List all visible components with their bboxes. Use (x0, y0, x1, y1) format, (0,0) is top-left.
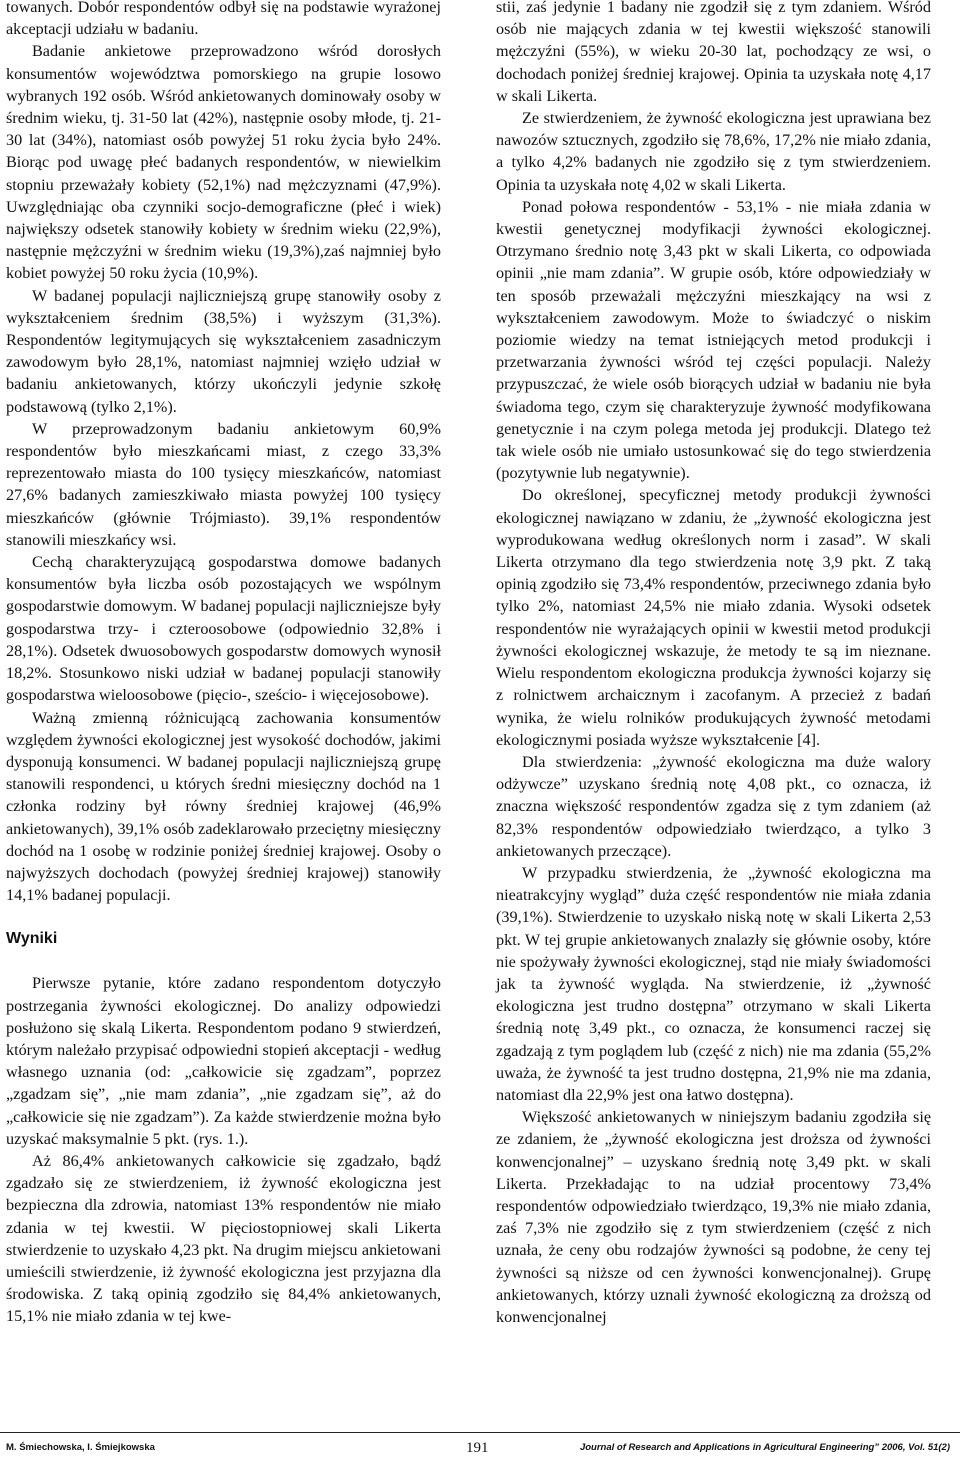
paragraph: towanych. Dobór respondentów odbył się na podstawie wyrażonej akceptacji udziału w badaniu. (6, 0, 441, 39)
paragraph: Ponad połowa respondentów - 53,1% - nie miała zdania w kwestii genetycznej modyfikacji żywności ekologicznej. Otrzymano średnio notę 3,43 pkt w skali Likerta, co odpowiada opinii „nie mam zdania”. W grupie osób, które odpowiedziały w ten sposób przeważali mężczyźni mieszkający na wsi z wykształceniem zawodowym. Może to świadczyć o niskim poziomie wiedzy na temat istniejących metod produkcji i przetwarzania żywności wśród tej części populacji. Należy przypuszczać, że wiele osób biorących udział w badaniu nie była świadoma tego, czym się charakteryzuje żywność modyfikowana genetycznie i na czym polega metoda jej produkcji. Dlatego też tak wiele osób nie umiało ustosunkować się do tego stwierdzenia (pozytywnie lub negatywnie). (496, 197, 931, 483)
paragraph: stii, zaś jedynie 1 badany nie zgodził się z tym zdaniem. Wśród osób nie mających zdania w tej kwestii większość stanowili mężczyźni (55%), w wieku 20-30 lat, pochodzący ze wsi, o dochodach poniżej średniej krajowej. Opinia ta uzyskała notę 4,17 w skali Likerta. (496, 0, 931, 105)
paragraph: Większość ankietowanych w niniejszym badaniu zgodziła się ze zdaniem, że „żywność ekologiczna jest droższa od żywności konwencjonalnej” – uzyskano średnią notę 3,49 pkt. w skali Likerta. Przekładając to na udział procentowy 73,4% respondentów odpowiedziało twierdząco, 19,3% nie miało zdania, zaś 7,3% nie zgodziło się z tym stwierdzeniem (część z nich uznała, że ceny obu rodzajów żywności są podobne, że ceny tej żywności są niższe od cen żywności konwencjonalnej). Grupę ankietowanych, którzy uznali żywność ekologiczną za droższą od konwencjonalnej (496, 1108, 931, 1326)
paragraph: Ważną zmienną różnicującą zachowania konsumentów względem żywności ekologicznej jest wysokość dochodów, jakimi dysponują konsumenci. W badanej populacji najliczniejszą grupę stanowili respondenci, u których średni miesięczny dochód na 1 członka rodziny był równy średniej krajowej (46,9% ankietowanych), 39,1% osób zadeklarowało przeciętny miesięczny dochód na 1 osobę w rodzinie poniżej średniej krajowej. Osoby o najwyższych dochodach (powyżej średniej krajowej) stanowiły 14,1% badanej populacji. (6, 708, 441, 905)
paragraph: Aż 86,4% ankietowanych całkowicie się zgadzało, bądź zgadzało się ze stwierdzeniem, iż żywność ekologiczna jest bezpieczna dla zdrowia, natomiast 13% respondentów nie miało zdania w tej kwestii. W pięciostopniowej skali Likerta stwierdzenie to uzyskało 4,23 pkt. Na drugim miejscu ankietowani umieścili stwierdzenie, iż żywność ekologiczna jest przyjazna dla środowiska. Z taką opinią zgodziło się 84,4% ankietowanych, 15,1% nie miało zdania w tej kwe- (6, 1151, 441, 1326)
paragraph: Cechą charakteryzującą gospodarstwa domowe badanych konsumentów była liczba osób pozostających we wspólnym gospodarstwie domowym. W badanej populacji najliczniejsze były gospodarstwa trzy- i czteroosobowe (odpowiednio 32,8% i 28,1%). Odsetek dwuosobowych gospodarstw domowych wynosił 18,2%. Stosunkowo niski udział w badanej populacji stanowiły gospodarstwa wieloosobowe (pięcio-, sześcio- i więcejosobowe). (6, 553, 441, 705)
paragraph: Dla stwierdzenia: „żywność ekologiczna ma duże walory odżywcze” uzyskano średnią notę 4,08 pkt., co oznacza, iż znaczna większość respondentów zgadza się z tym zdaniem (aż 82,3% respondentów odpowiedziało twierdząco, a tylko 3 ankietowanych przeczące). (496, 752, 931, 860)
page-number: 191 (466, 1440, 489, 1456)
section-heading: Wyniki (6, 930, 58, 948)
paragraph: W przeprowadzonym badaniu ankietowym 60,9% respondentów było mieszkańcami miast, z czego 33,3% reprezentowało miasta do 100 tysięcy mieszkańców, natomiast 27,6% badanych zamieszkiwało miasta powyżej 100 tysięcy mieszkańców (głównie Trójmiasto). 39,1% respondentów stanowili mieszkańcy wsi. (6, 419, 441, 549)
left-column (6, 0, 441, 1328)
paragraph: Do określonej, specyficznej metody produkcji żywności ekologicznej nawiązano w zdaniu, że „żywność ekologiczna jest wyprodukowana według określonych norm i zasad”. W skali Likerta otrzymano dla tego stwierdzenia notę 3,9 pkt. Z taką opinią zgodziło się 73,4% respondentów, przeciwnego zdania było tylko 2%, natomiast 24,5% nie miało zdania. Wysoki odsetek respondentów nie wyrażających opinii w kwestii metod produkcji żywności ekologicznej wskazuje, że metody te są im nieznane. Wielu respondentom ekologiczna produkcja żywności kojarzy się z rolnictwem archaicznym i zacofanym. A przecież z badań wynika, że wielu rolników produkujących żywność metodami ekologicznymi posiada wyższe wykształcenie [4]. (496, 486, 931, 749)
footer-divider (0, 1432, 960, 1433)
right-column (496, 0, 931, 1328)
paragraph: Badanie ankietowe przeprowadzono wśród dorosłych konsumentów województwa pomorskiego na grupie losowo wybranych 192 osób. Wśród ankietowanych dominowały osoby w średnim wieku, tj. 31-50 lat (42%), następnie osoby młode, tj. 21-30 lat (34%), natomiast osób powyżej 51 roku życia było 24%. Biorąc pod uwagę płeć badanych respondentów, w niewielkim stopniu przeważały kobiety (52,1%) nad mężczyznami (47,9%). Uwzględniając oba czynniki socjo-demograficzne (płeć i wiek) największy odsetek stanowiły kobiety w średnim wieku (22,9%), następnie mężczyźni w średnim wieku (19,3%),zaś najmniej było kobiet powyżej 50 roku życia (10,9%). (6, 42, 441, 283)
paragraph: Pierwsze pytanie, które zadano respondentom dotyczyło postrzegania żywności ekologicznej. Do analizy odpowiedzi posłużono się skalą Likerta. Respondentom podano 9 stwierdzeń, którym należało przypisać odpowiedni stopień akceptacji - według własnego uznania (od: „całkowicie się zgadzam”, poprzez „zgadzam się”, „nie mam zdania”, „nie zgadzam się”, aż do „całkowicie się nie zgadzam”). Za każde stwierdzenie można było uzyskać maksymalnie 5 pkt. (rys. 1.). (6, 974, 441, 1148)
paragraph: Ze stwierdzeniem, że żywność ekologiczna jest uprawiana bez nawozów sztucznych, zgodziło się 78,6%, 17,2% nie miało zdania, a tylko 4,2% badanych nie zgodziło się z tym stwierdzeniem. Opinia ta uzyskała notę 4,02 w skali Likerta. (496, 109, 931, 194)
footer-journal: Journal of Research and Applications in Agricultural Engineering” 2006, Vol. 51(2) (579, 1442, 950, 1453)
paragraph: W przypadku stwierdzenia, że „żywność ekologiczna ma nieatrakcyjny wygląd” duża część respondentów nie miała zdania (39,1%). Stwierdzenie to uzyskało niską notę w skali Likerta 2,53 pkt. W tej grupie ankietowanych znalazły się głównie osoby, które nie spożywały żywności ekologicznej, stąd nie miały świadomości jak ta żywność wygląda. Na stwierdzenie, iż „żywność ekologiczna jest trudno dostępna” otrzymano w skali Likerta średnią notę 3,49 pkt., co oznacza, że konsumenci raczej się zgadzają z tym poglądem lub (część z nich) nie ma zdania (55,2% uważa, że żywność ta jest trudno dostępna, 21,9% nie ma zdania, natomiast dla 22,9% jest ona łatwo dostępna). (496, 863, 931, 1104)
footer-authors: M. Śmiechowska, I. Śmiejkowska (6, 1442, 155, 1453)
paragraph: W badanej populacji najliczniejszą grupę stanowiły osoby z wykształceniem średnim (38,5%) i wyższym (31,3%). Respondentów legitymujących się wykształceniem zasadniczym zawodowym było 28,1%, natomiast najmniej wzięło udział w badaniu ankietowanych, którzy ukończyli jedynie szkołę podstawową (tylko 2,1%). (6, 286, 441, 416)
